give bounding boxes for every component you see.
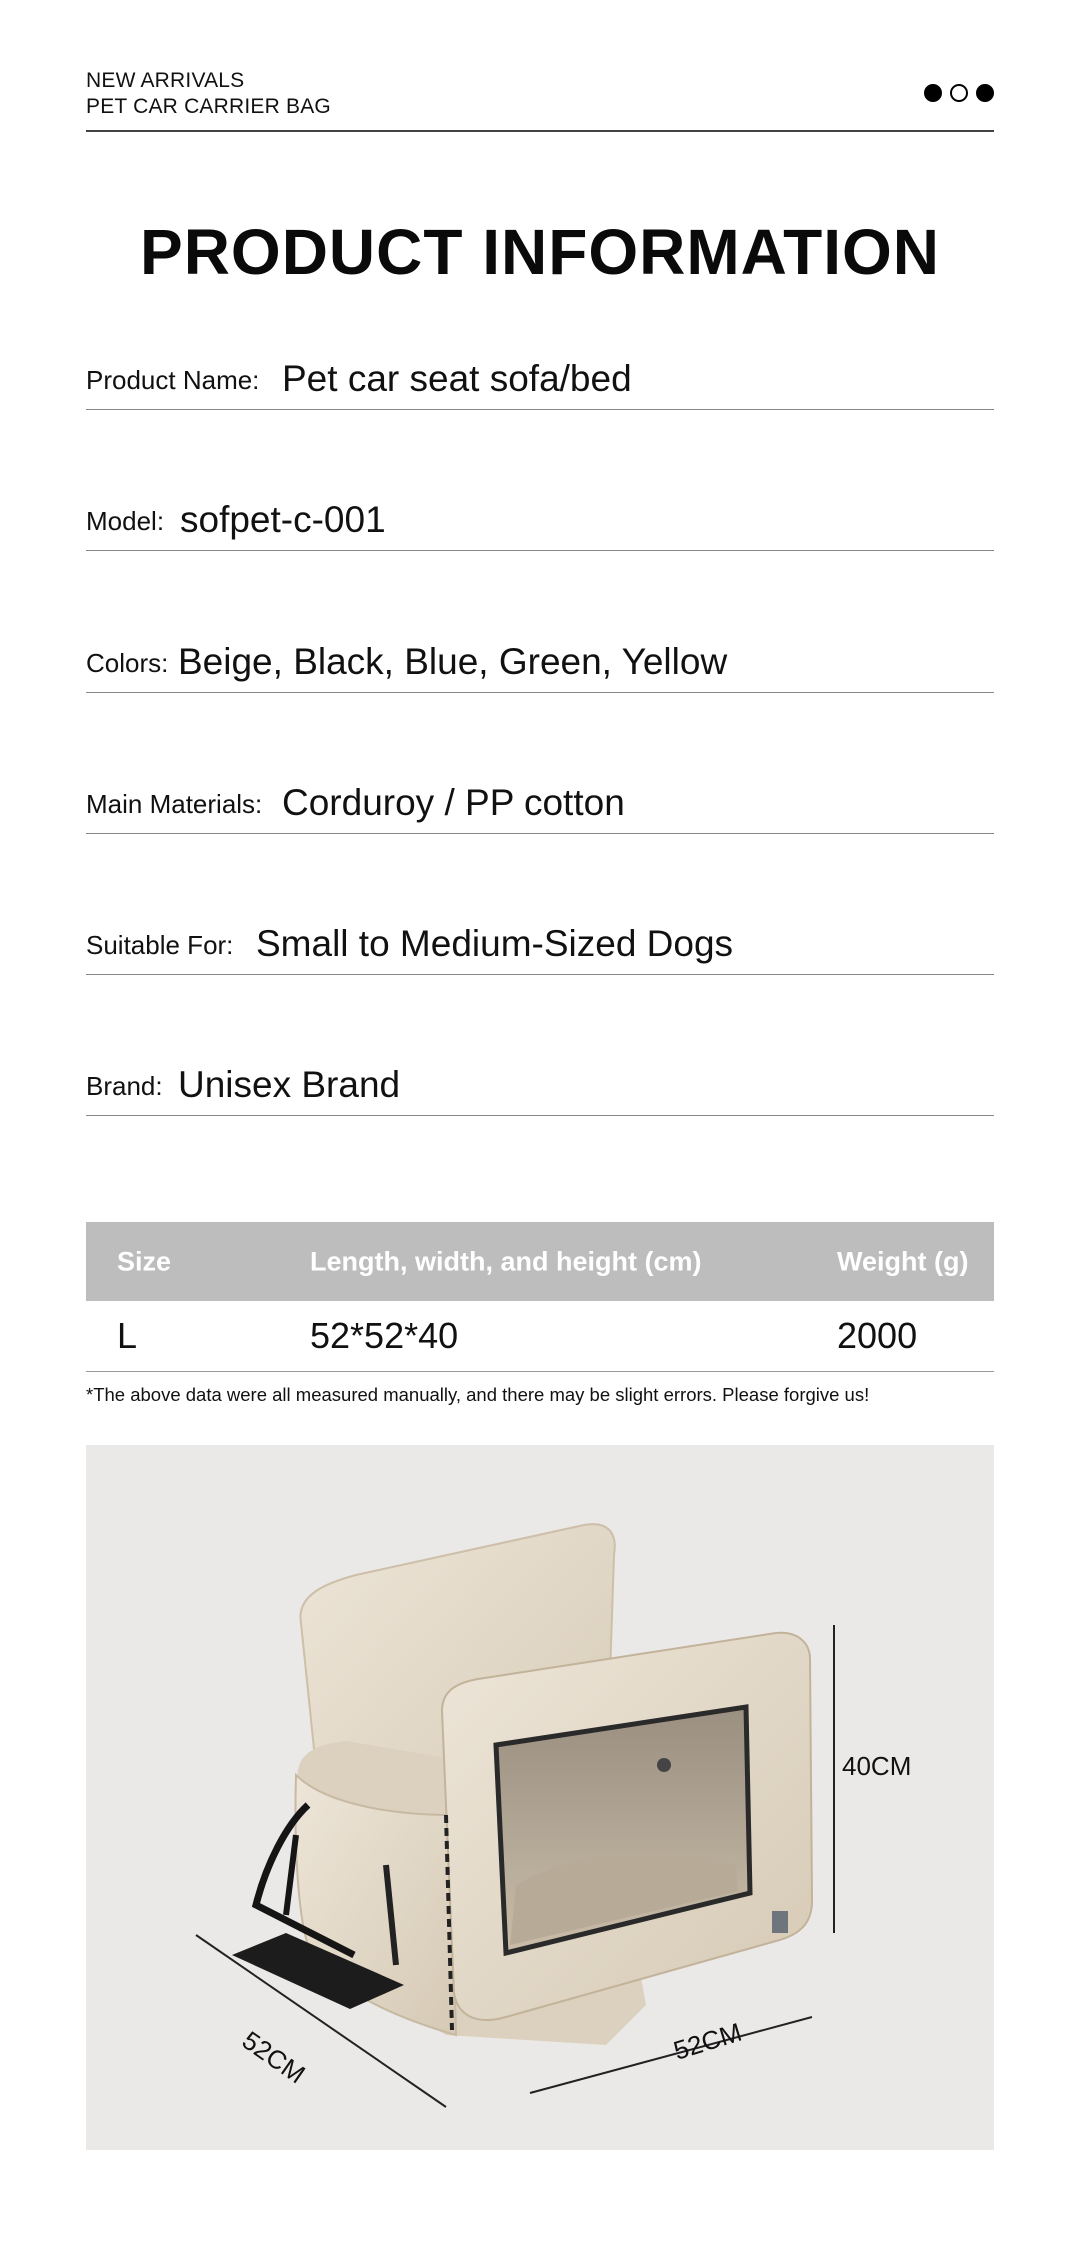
eyebrow-product-category: PET CAR CARRIER BAG xyxy=(86,95,331,118)
table-row xyxy=(86,1301,994,1372)
header-weight: Weight (g) xyxy=(837,1246,969,1276)
dimension-width-label: 52CM xyxy=(670,2016,746,2066)
dot-filled-icon xyxy=(976,84,994,102)
info-row-suitable-for xyxy=(86,915,994,975)
eyebrow-new-arrivals: NEW ARRIVALS xyxy=(86,69,245,92)
row-divider xyxy=(86,1115,994,1117)
cell-dimensions: 52*52*40 xyxy=(310,1315,459,1356)
info-label: Model: xyxy=(86,506,165,536)
size-spec-table xyxy=(86,1222,994,1372)
measurement-footnote: *The above data were all measured manually, and there may be slight errors. Please forgive us! xyxy=(86,1384,870,1405)
info-label: Suitable For: xyxy=(86,930,234,960)
info-label: Product Name: xyxy=(86,365,260,395)
product-image-panel xyxy=(86,1445,994,2150)
info-row-materials xyxy=(86,774,994,834)
pet-car-seat-illustration xyxy=(86,1445,994,2150)
header-divider xyxy=(86,130,994,132)
info-label: Colors: xyxy=(86,648,169,678)
row-divider xyxy=(86,409,994,411)
dot-filled-icon xyxy=(924,84,942,102)
row-divider xyxy=(86,550,994,552)
info-row-model xyxy=(86,491,994,551)
cell-weight: 2000 xyxy=(837,1315,918,1356)
page-title: PRODUCT INFORMATION xyxy=(140,216,940,288)
info-value: sofpet-c-001 xyxy=(180,499,386,540)
decorative-dots xyxy=(924,84,994,102)
dot-hollow-icon xyxy=(950,84,968,102)
info-value: Small to Medium-Sized Dogs xyxy=(256,923,734,964)
header-dimensions: Length, width, and height (cm) xyxy=(310,1246,702,1276)
info-label: Main Materials: xyxy=(86,789,263,819)
info-value: Unisex Brand xyxy=(178,1064,401,1105)
row-divider xyxy=(86,833,994,835)
info-label: Brand: xyxy=(86,1071,163,1101)
info-row-colors xyxy=(86,633,994,693)
info-row-brand xyxy=(86,1056,994,1116)
table-header xyxy=(86,1222,994,1301)
row-divider xyxy=(86,974,994,976)
info-row-product-name xyxy=(86,350,994,410)
cell-size: L xyxy=(117,1315,138,1356)
page-header xyxy=(86,68,994,120)
info-value: Pet car seat sofa/bed xyxy=(282,358,632,399)
row-divider xyxy=(86,692,994,694)
info-value: Corduroy / PP cotton xyxy=(282,782,625,823)
dimension-depth-label: 52CM xyxy=(236,2025,311,2090)
dimension-height-label: 40CM xyxy=(842,1751,912,1781)
header-size: Size xyxy=(117,1246,172,1276)
info-value: Beige, Black, Blue, Green, Yellow xyxy=(178,641,728,682)
